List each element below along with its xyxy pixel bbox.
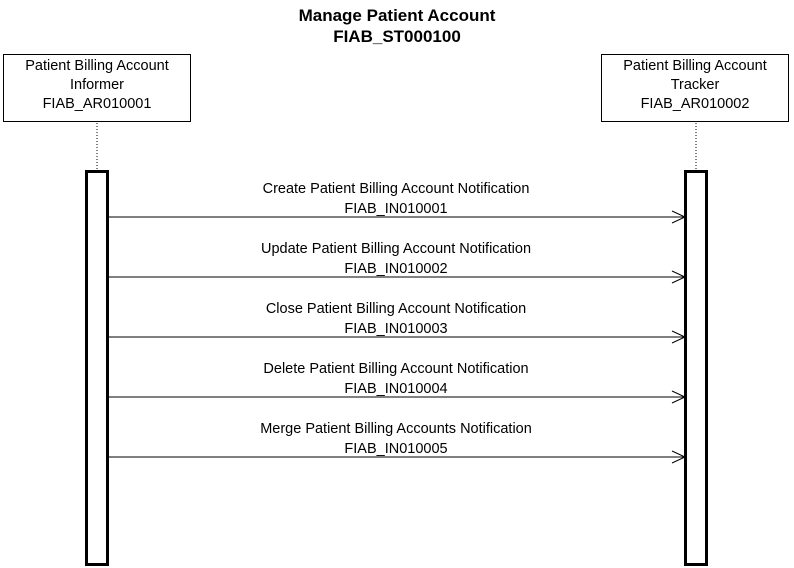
message-label: [108, 419, 684, 459]
message-code: FIAB_IN010004: [344, 381, 448, 397]
message-code: FIAB_IN010001: [344, 201, 448, 217]
activation-bar-informer: [87, 172, 108, 565]
message-name: Update Patient Billing Account Notification: [260, 241, 532, 257]
activation-bar-tracker: [686, 172, 707, 565]
message-name: Create Patient Billing Account Notification: [262, 181, 530, 197]
actor-informer-name-line2: Informer: [70, 77, 124, 93]
message-code: FIAB_IN010002: [344, 261, 448, 277]
actor-tracker-code: FIAB_AR010002: [640, 96, 750, 112]
diagram-code: FIAB_ST000100: [333, 27, 461, 46]
message-name: Close Patient Billing Account Notification: [265, 301, 527, 317]
message-code: FIAB_IN010005: [344, 441, 448, 457]
actor-tracker-name-line2: Tracker: [670, 77, 720, 93]
message-name: Delete Patient Billing Account Notification: [263, 361, 529, 377]
message-code: FIAB_IN010003: [344, 321, 448, 337]
message-label: [108, 179, 684, 219]
actor-informer-name-line1: Patient Billing Account: [25, 58, 169, 74]
message-label: [108, 299, 684, 339]
message-name: Merge Patient Billing Accounts Notification: [260, 421, 532, 437]
message-label: [108, 239, 684, 279]
actor-informer-code: FIAB_AR010001: [42, 96, 152, 112]
message-label: [108, 359, 684, 399]
actor-tracker-name-line1: Patient Billing Account: [623, 58, 767, 74]
diagram-title: Manage Patient Account: [298, 6, 496, 25]
